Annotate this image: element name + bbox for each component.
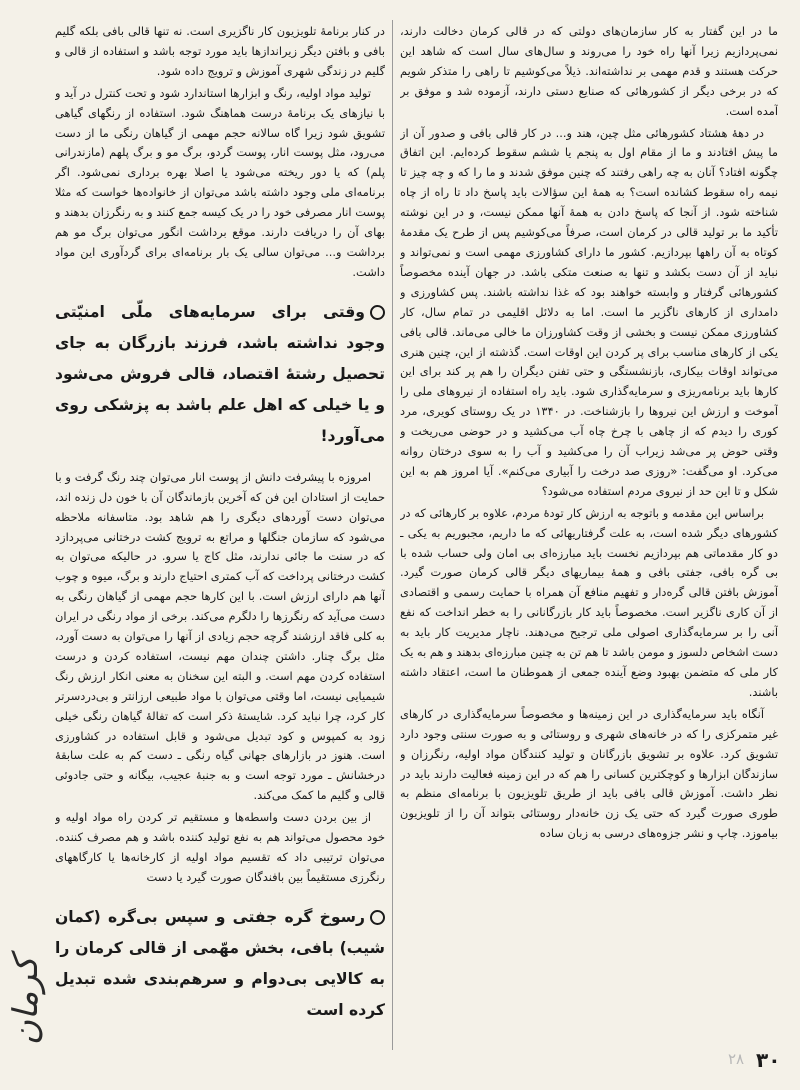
right-column (400, 22, 778, 846)
paragraph: در دههٔ هشتاد کشورهائی مثل چین، هند و... در کار قالی بافی و صدور آن از ما پیش افتادند و ما از مقام اول به پنجم یا ششم سقوط کرده‌ایم. این اتفاق چگونه افتاد؟ آنان به چه راهی رفتند که چنین موفق شدند و ما را که و چه چیز تا نیمه راه سقوط کشانده است؟ به همهٔ این سؤالات باید پاسخ داد تا راه از چاه شناخته شود. از آنجا که پاسخ دادن به همهٔ آنها ممکن نیست، و در این نوشته تأکید ما بر تولید قالی در کرمان است، صرفاً می‌کوشیم پس از طرح یک مقدمهٔ کوتاه به آن راهها بپردازیم. کشور ما دارای کشاورزی مهمی است و نمی‌تواند و نباید از آن دست بکشد و تنها به صنعت متکی باشد. در جهان آینده مخصوصاً کشورهائی گرفتار و وابسته خواهند بود که غذا نداشته باشند. پس کشاورزی و دامداری از کارهای ناگزیر ما است. اما به دلائل اقلیمی در تمام سال، کار کشاورزی ممکن نیست و بخشی از وقت کشاورزان ما خالی می‌ماند. قالی بافی یکی از کارهای مناسب برای پر کردن این اوقات است. گذشته از این، چنین هنری می‌تواند اوقات بیکاری، بازنشستگی و حتی تفنن دیگران را هم پر کند برای این کارها باید برنامه‌ریزی و سرمایه‌گذاری شود. باید راه استفاده از نیروهای ملی را آموخت و ارزش این نیروها را بازشناخت. در ۱۳۴۰ در یک روستای کویری، مرد کوری را دیدم که از چاهی با چرخ چاه آب می‌کشید و در حوضی می‌ریخت و وقتی حوض پر می‌شد زیراب آن را می‌کشید و آب را به سوی درختان روانه می‌کرد. او می‌گفت: «روزی صد درخت را آبیاری می‌کنم». آیا امروز هم به این شکل و تا این حد از نیروی مردم استفاده می‌شود؟ (400, 125, 778, 498)
circle-bullet-icon (370, 305, 385, 320)
pull-quote (55, 902, 385, 1026)
page-number: ۳۰ (756, 1048, 781, 1072)
faded-page-number: ۲۸ (728, 1050, 745, 1068)
paragraph: براساس این مقدمه و باتوجه به ارزش کار تودهٔ مردم، علاوه بر کارهائی که در کشورهای دیگر شده است، به علت گرفتاریهائی که ما داریم، مجبوریم به یکی ـ دو کار مقدماتی هم بپردازیم نخست باید مبارزه‌ای بی امان ولی حساب شده با بی گره بافی، جفتی بافی و همهٔ بیماریهای دیگر قالی کرمان صورت گیرد. آموزش بافتن قالی گره‌دار و تفهیم منافع آن همراه با حمایت رسمی و اقتصادی از آن کاری ناگزیر است. مخصوصاً باید کار بازرگانانی را به خطر انداخت که نفع آنی را بر سرمایه‌گذاری اصولی ملی ترجیح می‌دهند. ناچار مدیریت کار باید به دست اشخاص دلسوز و مومن باشد تا هم تن به چنین مبارزه‌ای بدهند و هم به یک کار ملی که متضمن بهبود وضع آینده جمعی از هموطنان ما است، اعتقاد داشته باشند. (400, 505, 778, 699)
kerman-logo: کرمان (6, 956, 46, 1045)
paragraph: امروزه با پیشرفت دانش از پوست انار می‌توان چند رنگ گرفت و با حمایت از استادان این فن که آخرین بازماندگان آن با خون دل زنده اند، می‌توان دست آوردهای دیگری را هم شاهد بود. متاسفانه ملاحظه می‌شود که سازمان جنگلها و مراتع به ترویج کشت درختانی می‌پردازد که در سنت ما جائی ندارند، مثل کاج یا سرو. در حالیکه می‌توان به کشت درختانی پرداخت که آب کمتری احتیاج دارند و برگ، میوه و چوب آنها هم دارای ارزش است. با این کارها حجم مهمی از گیاهان رنگی به دست می‌آید که رنگرزها را دلگرم می‌کند. برخی از مواد رنگی در ایران به کلی فاقد ارزشند گرچه حجم زیادی از آنها را می‌توان به دست آورد، مثل برگ چنار. داشتن چندان مهم نیست، استفاده کردن و درست استفاده کردن مهم است. و البته این سخنان به معنی انکار ارزش رنگ شیمیایی نیست، اما وقتی می‌توان با مواد طبیعی ارزانتر و بی‌دردسرتر کار کرد، چرا نباید کرد. شایستهٔ ذکر است که تفالهٔ گیاهان رنگی خیلی زود به کمپوس و کود تبدیل می‌شود و قابل استفاده در کشاورزی است. هنوز در بازارهای جهانی گیاه رنگی ـ دست کم به علت سابقهٔ درخشانش ـ مورد توجه است و به جنبهٔ عجیب، بیگانه و حتی جادوئی قالی و گلیم ما کمک می‌کند. (55, 469, 385, 803)
pull-quote-text: رسوخ گره جفتی و سپس بی‌گره (کمان شیب) بافی، بخش مهّمی از قالی کرمان را به کالایی بی‌دوام و سرهم‌بندی شده تبدیل کرده است (55, 907, 385, 1019)
left-column (55, 22, 385, 1042)
circle-bullet-icon (370, 910, 385, 925)
column-divider (392, 20, 393, 1050)
pull-quote (55, 297, 385, 452)
paragraph: در کنار برنامهٔ تلویزیون کار ناگزیری است. نه تنها قالی بافی بلکه گلیم بافی و بافتن دیگر زیراندازها باید مورد توجه باشد و استفاده از قالی و گلیم در زندگی شهری آموزش و ترویج داده شود. (55, 24, 385, 78)
paragraph: ما در این گفتار به کار سازمان‌های دولتی که در قالی کرمان دخالت دارند، نمی‌پردازیم زیرا آنها راه خود را می‌روند و سال‌های سال است که شاهد این حرکت هستند و قدم مهمی بر نداشته‌اند. ذیلاً می‌کوشیم تا راهی را متذکر شویم که در برخی دیگر از کشورهائی که صنایع دستی دارند، آزموده شد و موفق بر آمده است. (400, 24, 778, 118)
paragraph: از بین بردن دست واسطه‌ها و مستقیم تر کردن راه مواد اولیه و خود محصول می‌تواند هم به نفع تولید کننده باشد و هم مصرف کننده. می‌توان ترتیبی داد که تقسیم مواد اولیه از کارخانه‌ها یا کارگاههای رنگرزی مستقیماً بین بافندگان صورت گیرد یا دست (55, 810, 385, 884)
pull-quote-text: وقتی برای سرمایه‌های ملّی امنیّتی وجود نداشته باشد، فرزند بازرگان به جای تحصیل رشتهٔ اقتصاد، قالی فروش می‌شود و یا خیلی که اهل علم باشد به پزشکی روی می‌آورد! (55, 302, 385, 445)
paragraph: آنگاه باید سرمایه‌گذاری در این زمینه‌ها و مخصوصاً سرمایه‌گذاری در کارهای غیر متمرکزی را که در خانه‌های شهری و روستائی و به صورت سنتی وجود دارد تشویق کرد. علاوه بر تشویق بازرگانان و تولید کنندگان مواد اولیه، رنگرزان و سازندگان ابزارها و کوچکترین کسانی را هم که در این زمینه فعالیت دارند باید در نظر داشت. آموزش قالی بافی باید از طریق تلویزیون با برنامه‌ای منظم به طوری صورت گیرد که حتی یک زن خانه‌دار روستائی بتواند آن را از تلویزیون بیاموزد. چاپ و نشر جزوه‌های درسی به زبان ساده (400, 706, 778, 841)
paragraph: تولید مواد اولیه، رنگ و ابزارها استاندارد شود و تحت کنترل در آید و با نیازهای یک برنامهٔ درست هماهنگ شود. استفاده از رنگهای گیاهی تشویق شود زیرا گاه سالانه حجم مهمی از گیاهان رنگی ما از دست می‌رود، مثل پوست انار، پوست گردو، برگ مو و برگ پلهم (مازندرانی پلم) که یا دور ریخته می‌شود یا اصلا بهره برداری نمی‌شود. اگر برنامه‌ای ملی وجود داشته باشد می‌توان از خانواده‌ها خواست که مثلا پوست انار مصرفی خود را در یک کیسه جمع کنند و به رنگرزان بدهند و بهای آن را دریافت دارند. موقع برداشت انگور می‌توان برگ مو هم برداشت و... می‌توان سالی یک بار برنامه‌ای برای گردآوری این مواد داشت. (55, 85, 385, 279)
